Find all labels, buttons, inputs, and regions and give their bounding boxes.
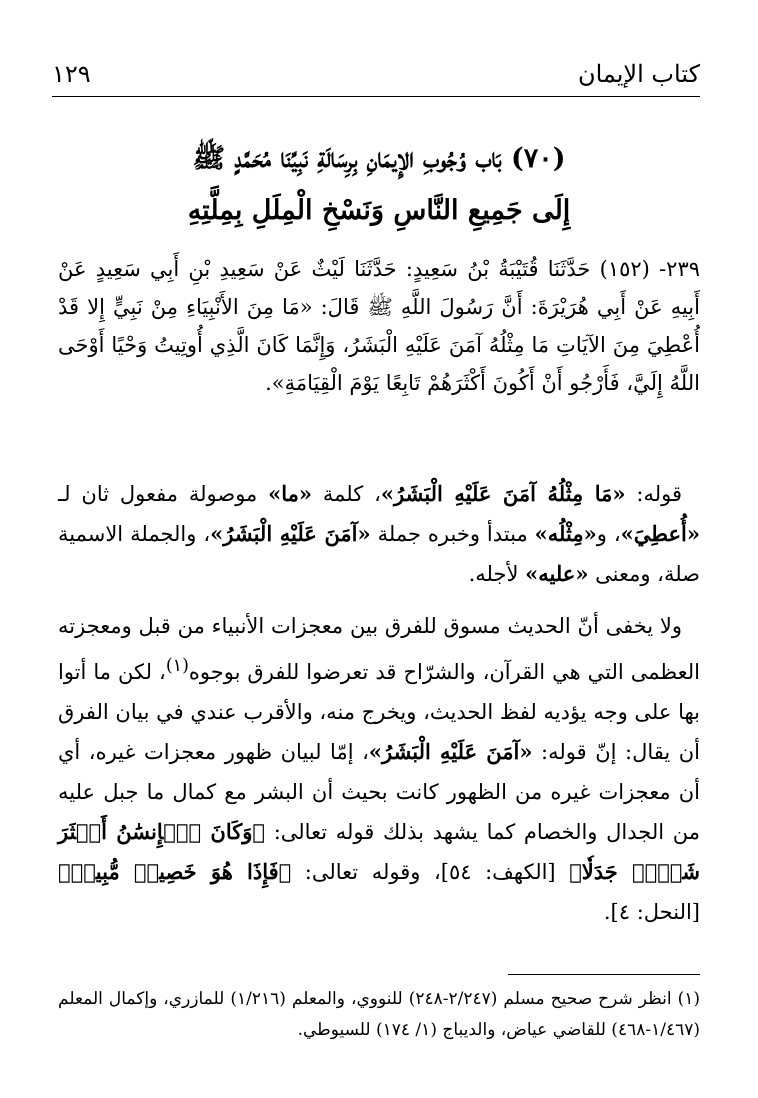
quoted-word: «عليه»: [525, 561, 589, 586]
text-run: موصولة مفعول ثان لـ: [58, 482, 269, 506]
text-run: مبتدأ وخبره جملة: [370, 522, 535, 546]
running-header: [52, 52, 700, 96]
footnote-rule: [508, 974, 700, 975]
text-run: ، كلمة: [312, 482, 381, 506]
quoted-phrase: «آمَنَ عَلَيْهِ الْبَشَرُ»: [368, 739, 533, 764]
quoted-word: «مِثْلُه»: [534, 521, 597, 546]
quoted-phrase: «مَا مِثْلُهُ آمَنَ عَلَيْهِ الْبَشَرُ»: [380, 481, 626, 506]
header-rule: [52, 96, 700, 97]
text-run: ، و: [596, 522, 621, 546]
page-number: ١٢٩: [52, 60, 91, 88]
text-run: ولا يخفى أنّ الحديث مسوق للفرق بين معجزات الأنبياء من قبل ومعجزته العظمى التي هي القرآن، والشرّاح قد تعرضوا للفرق بوجوه: [58, 614, 700, 684]
footnote: (١) انظر شرح صحيح مسلم (٢/٢٤٧-٢٤٨) للنووي، والمعلم (١/٢١٦) للمازري، وإكمال المعلم (١/٤٦٧-٤٦٨) للقاضي عياض، والديباج (١/ ١٧٤) للسيوطي.: [58, 989, 700, 1040]
chapter-title: [60, 133, 698, 237]
quoted-word: «ما»: [268, 481, 313, 506]
chapter-title-line-2: إِلَى جَمِيعِ النَّاسِ وَنَسْخِ الْمِلَلِ بِمِلَّتِهِ: [187, 195, 571, 226]
text-run: [النحل: ٤].: [603, 900, 700, 924]
quoted-word: «أُعطِيَ»: [620, 521, 700, 546]
chapter-title-line-1: (٧٠) بَاب وُجُوبِ الإِيمَانِ بِرِسَالَةِ نَبِيِّنَا مُحَمَّدٍ ﷺ: [192, 143, 566, 174]
commentary-paragraph-1: [58, 474, 700, 594]
book-title: كتاب الإيمان: [577, 60, 700, 88]
commentary-paragraph-2: [58, 606, 700, 932]
quran-verse: ﴿فَإِذَا هُوَ خَصِيمٞ مُّبِينٞ﴾: [58, 859, 292, 884]
text-run: ، إمّا لبيان ظهور معجزات غيره، أي أن معجزات غيره من الظهور كانت بحيث أن البشر مع كمال ما جبل عليه من الجدال والخصام كما يشهد بذلك قوله تعالى:: [58, 740, 700, 844]
quran-verse: ﴿وَكَانَ ٱلۡإِنسَٰنُ أَكۡثَرَ شَيۡءٖ جَدَلٗا﴾: [58, 819, 700, 884]
footnote-reference[interactable]: (١): [165, 656, 189, 676]
text-run: لأجله.: [468, 562, 526, 586]
text-run: ، والجملة الاسمية صلة، ومعنى: [58, 522, 700, 586]
text-run: قوله:: [625, 482, 682, 506]
text-run: ، لكن ما أتوا بها على وجه يؤديه لفظ الحديث، ويخرج منه، والأقرب عندي في بيان الفرق أن يقال: إنّ قوله:: [58, 660, 700, 764]
text-run: [الكهف: ٥٤]، وقوله تعالى:: [291, 860, 570, 884]
quoted-phrase: «آمَنَ عَلَيْهِ الْبَشَرُ»: [210, 521, 371, 546]
commentary: [58, 474, 700, 944]
hadith-text: ٢٣٩- (١٥٢) حَدَّثَنَا قُتَيْبَةُ بْنُ سَعِيدٍ: حَدَّثَنَا لَيْثٌ عَنْ سَعِيدِ بْنِ أَبِي سَعِيدٍ عَنْ أَبِيهِ عَنْ أَبِي هُرَيْرَةَ: أَنَّ رَسُولَ اللَّهِ ﷺ قَالَ: «مَا مِنَ الأَنْبِيَاءِ مِنْ نَبِيٍّ إِلا قَدْ أُعْطِيَ مِنَ الآيَاتِ مَا مِثْلُهُ آمَنَ عَلَيْهِ الْبَشَرُ، وَإِنَّمَا كَانَ الَّذِي أُوتِيتُ وَحْيًا أَوْحَى اللَّهُ إِلَيَّ، فَأَرْجُو أَنْ أَكُونَ أَكْثَرَهُمْ تَابِعًا يَوْمَ الْقِيَامَةِ».: [58, 257, 701, 395]
